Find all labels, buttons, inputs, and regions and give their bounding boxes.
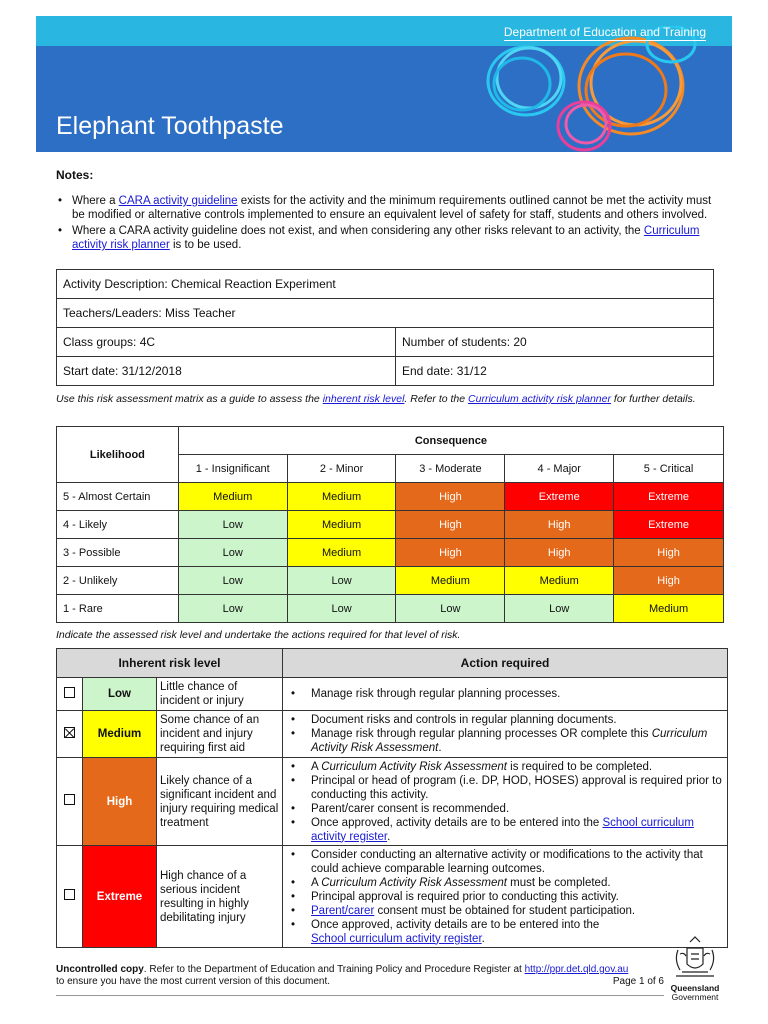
matrix-row [57, 595, 724, 623]
note-text: exists for the activity and the minimum requirements outlined cannot be met the activity must be modified or alternative controls implemented to ensure an equivalent level of safety for staff, students and others involved. [72, 195, 712, 221]
footer-divider [56, 995, 664, 996]
risk-cell: Extreme [614, 483, 724, 511]
action-item: • Consider conducting an alternative activity or modifications to the activity that could achieve comparable learning outcomes. [289, 848, 723, 876]
action-item [289, 816, 723, 844]
action-item: • Principal approval is required prior to conducting this activity. [289, 890, 723, 904]
action-text: Manage risk through regular planning processes OR complete this [311, 728, 652, 740]
coat-of-arms-icon [670, 936, 720, 982]
action-text: . [387, 830, 391, 843]
decorative-scribble-circles [466, 26, 732, 152]
high-checkbox[interactable] [64, 794, 75, 805]
action-text: A [311, 760, 322, 773]
likelihood-label: 1 - Rare [57, 595, 179, 623]
note-text: Where a CARA activity guideline does not exist, and when considering any other risks relevant to an activity, the [72, 225, 644, 237]
action-text: Once approved, activity details are to be entered into the [311, 918, 600, 931]
footer-line [56, 964, 664, 976]
low-actions [283, 678, 728, 711]
risk-cell: Medium [614, 595, 724, 623]
medium-level-label: Medium [83, 711, 157, 758]
risk-cell: Low [287, 567, 396, 595]
note-item [56, 224, 726, 252]
number-of-students: Number of students: 20 [396, 328, 714, 357]
action-text: . [481, 932, 485, 945]
note-text: is to be used. [169, 239, 242, 251]
medium-description: Some chance of an incident and injury requiring first aid [157, 711, 283, 758]
extreme-description: High chance of a serious incident resulting in highly debilitating injury [157, 846, 283, 948]
medium-checkbox-checked[interactable] [64, 727, 75, 738]
action-item [289, 904, 723, 918]
action-required-header: Action required [283, 649, 728, 678]
gov-name-line1: Queensland [670, 983, 720, 993]
risk-cell: Medium [287, 511, 396, 539]
high-description: Likely chance of a significant incident and injury requiring medical treatment [157, 758, 283, 846]
consequence-col-header: 5 - Critical [614, 455, 724, 483]
risk-cell: High [505, 511, 614, 539]
action-required-table [56, 648, 728, 948]
risk-planner-link[interactable]: Curriculum activity risk planner [72, 225, 700, 251]
risk-row-high [57, 758, 728, 846]
action-item: • Principal or head of program (i.e. DP, HOD, HOSES) approval is required prior to conducting this activity. [289, 774, 723, 802]
extreme-actions [283, 846, 728, 948]
risk-cell: Low [287, 595, 396, 623]
risk-assessment-matrix [56, 426, 724, 623]
risk-cell: Low [505, 595, 614, 623]
action-emphasis: Curriculum Activity Risk Assessment [311, 728, 708, 754]
risk-cell: Low [178, 539, 287, 567]
low-level-label: Low [83, 678, 157, 711]
matrix-row [57, 511, 724, 539]
footer [56, 964, 664, 988]
activity-description: Activity Description: Chemical Reaction Experiment [57, 270, 714, 299]
consequence-header: Consequence [178, 427, 723, 455]
likelihood-label: 3 - Possible [57, 539, 179, 567]
matrix-row [57, 539, 724, 567]
extreme-checkbox-cell [57, 846, 83, 948]
consequence-col-header: 4 - Major [505, 455, 614, 483]
ppr-link[interactable]: http://ppr.det.qld.gov.au [524, 964, 629, 975]
risk-cell: High [396, 511, 505, 539]
action-item [289, 918, 723, 946]
consequence-col-header: 2 - Minor [287, 455, 396, 483]
high-level-label: High [83, 758, 157, 846]
risk-cell: Low [178, 567, 287, 595]
high-actions [283, 758, 728, 846]
parent-carer-link[interactable]: Parent/carer [311, 904, 375, 917]
action-item [289, 760, 723, 774]
likelihood-label: 5 - Almost Certain [57, 483, 179, 511]
likelihood-label: 2 - Unlikely [57, 567, 179, 595]
gov-name-line2: Government [671, 992, 719, 1002]
teachers-leaders: Teachers/Leaders: Miss Teacher [57, 299, 714, 328]
consequence-col-header: 1 - Insignificant [178, 455, 287, 483]
notes-section [56, 168, 726, 254]
risk-cell: Extreme [505, 483, 614, 511]
school-register-link[interactable]: School curriculum activity register [311, 816, 694, 843]
risk-cell: High [396, 539, 505, 567]
header-banner [36, 16, 732, 152]
risk-cell: High [505, 539, 614, 567]
action-text: consent must be obtained for student participation. [374, 904, 636, 917]
matrix-note-text: for further details. [611, 393, 696, 405]
matrix-note-text: . Refer to the [404, 393, 469, 405]
risk-cell: Medium [178, 483, 287, 511]
action-text: must be completed. [506, 876, 611, 889]
matrix-instructions [56, 393, 716, 405]
low-description: Little chance of incident or injury [157, 678, 283, 711]
medium-actions [283, 711, 728, 758]
action-emphasis: Curriculum Activity Risk Assessment [321, 876, 507, 889]
notes-heading: Notes: [56, 168, 94, 182]
action-text: A [311, 876, 322, 889]
risk-row-extreme [57, 846, 728, 948]
risk-cell: Medium [396, 567, 505, 595]
school-register-link[interactable]: School curriculum activity register [311, 932, 482, 945]
action-item: • Manage risk through regular planning processes. [289, 687, 723, 701]
matrix-row [57, 567, 724, 595]
risk-cell: Medium [287, 483, 396, 511]
notes-list [56, 194, 726, 252]
class-groups: Class groups: 4C [57, 328, 396, 357]
action-item: • Parent/carer consent is recommended. [289, 802, 723, 816]
queensland-government-logo [666, 936, 724, 1002]
action-item [289, 727, 723, 755]
low-checkbox[interactable] [64, 687, 75, 698]
action-item: • Document risks and controls in regular planning documents. [289, 713, 723, 727]
note-item [56, 194, 726, 222]
department-name: Department of Education and Training [503, 25, 706, 39]
likelihood-header: Likelihood [57, 427, 179, 483]
risk-cell: Medium [505, 567, 614, 595]
likelihood-label: 4 - Likely [57, 511, 179, 539]
footer-text: . Refer to the Department of Education and Training Policy and Procedure Register at [143, 964, 525, 975]
risk-cell: Medium [287, 539, 396, 567]
action-item [289, 876, 723, 890]
action-text: Once approved, activity details are to be entered into the [311, 816, 603, 829]
inherent-risk-level-header: Inherent risk level [57, 649, 283, 678]
end-date: End date: 31/12 [396, 357, 714, 386]
risk-cell: Low [178, 595, 287, 623]
page-title: Elephant Toothpaste [56, 112, 284, 140]
activity-details-table [56, 269, 714, 386]
risk-row-low [57, 678, 728, 711]
action-text: is required to be completed. [506, 760, 653, 773]
start-date: Start date: 31/12/2018 [57, 357, 396, 386]
extreme-checkbox[interactable] [64, 889, 75, 900]
inherent-risk-level-link[interactable]: inherent risk level [322, 393, 405, 405]
page-number: Page 1 of 6 [612, 976, 664, 987]
risk-cell: High [614, 539, 724, 567]
cara-guideline-link[interactable]: CARA activity guideline [118, 195, 238, 207]
action-emphasis: Curriculum Activity Risk Assessment [321, 760, 507, 773]
matrix-note-text: Use this risk assessment matrix as a guide to assess the [56, 393, 323, 405]
risk-cell: High [614, 567, 724, 595]
risk-row-medium [57, 711, 728, 758]
action-text: . [438, 742, 442, 754]
note-text: Where a [72, 195, 119, 207]
matrix-row [57, 483, 724, 511]
risk-cell: Extreme [614, 511, 724, 539]
risk-cell: Low [396, 595, 505, 623]
risk-cell: High [396, 483, 505, 511]
curriculum-risk-planner-link[interactable]: Curriculum activity risk planner [468, 393, 611, 405]
footer-line: to ensure you have the most current version of this document. [56, 976, 331, 987]
consequence-col-header: 3 - Moderate [396, 455, 505, 483]
medium-checkbox-cell [57, 711, 83, 758]
extreme-level-label: Extreme [83, 846, 157, 948]
action-instructions: Indicate the assessed risk level and undertake the actions required for that level of risk. [56, 629, 461, 641]
high-checkbox-cell [57, 758, 83, 846]
uncontrolled-copy-label: Uncontrolled copy [56, 964, 144, 975]
risk-cell: Low [178, 511, 287, 539]
low-checkbox-cell [57, 678, 83, 711]
